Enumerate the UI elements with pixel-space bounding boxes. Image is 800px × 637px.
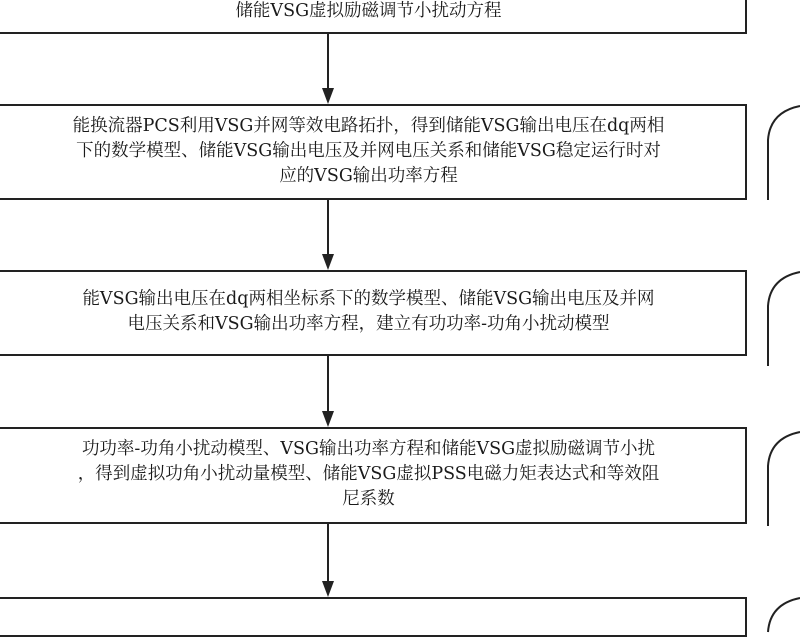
step-box-3 [0, 270, 747, 356]
arrow-connector-2 [318, 200, 338, 270]
curved-bracket-3 [760, 426, 800, 526]
curved-bracket-1 [760, 100, 800, 200]
arrow-connector-3 [318, 356, 338, 427]
step-1-text-line-1: 储能VSG虚拟励磁调节小扰动方程 [235, 1, 502, 21]
step-3-text-line-2: 电压关系和VSG输出功率方程，建立有功功率-功角小扰动模型 [127, 314, 610, 334]
curved-bracket-4 [760, 592, 800, 612]
step-2-text-line-1: 能换流器PCS利用VSG并网等效电路拓扑，得到储能VSG输出电压在dq两相 [72, 116, 665, 136]
step-2-text-line-3: 应的VSG输出功率方程 [279, 166, 458, 186]
step-2-text-line-2: 下的数学模型、储能VSG输出电压及并网电压关系和储能VSG稳定运行时对 [76, 141, 661, 161]
step-box-2 [0, 104, 747, 200]
step-box-5 [0, 597, 747, 637]
step-box-4 [0, 427, 747, 524]
curved-bracket-2 [760, 266, 800, 366]
step-box-1 [0, 0, 747, 34]
arrow-connector-4 [318, 524, 338, 597]
step-4-text-line-1: 功功率-功角小扰动模型、VSG输出功率方程和储能VSG虚拟励磁调节小扰 [81, 439, 656, 459]
step-3-text-line-1: 能VSG输出电压在dq两相坐标系下的数学模型、储能VSG输出电压及并网 [82, 289, 655, 309]
arrow-connector-1 [318, 34, 338, 104]
step-4-text-line-2: ，得到虚拟功角小扰动量模型、储能VSG虚拟PSS电磁力矩表达式和等效阻 [77, 464, 660, 484]
step-4-text-line-3: 尼系数 [342, 489, 395, 509]
